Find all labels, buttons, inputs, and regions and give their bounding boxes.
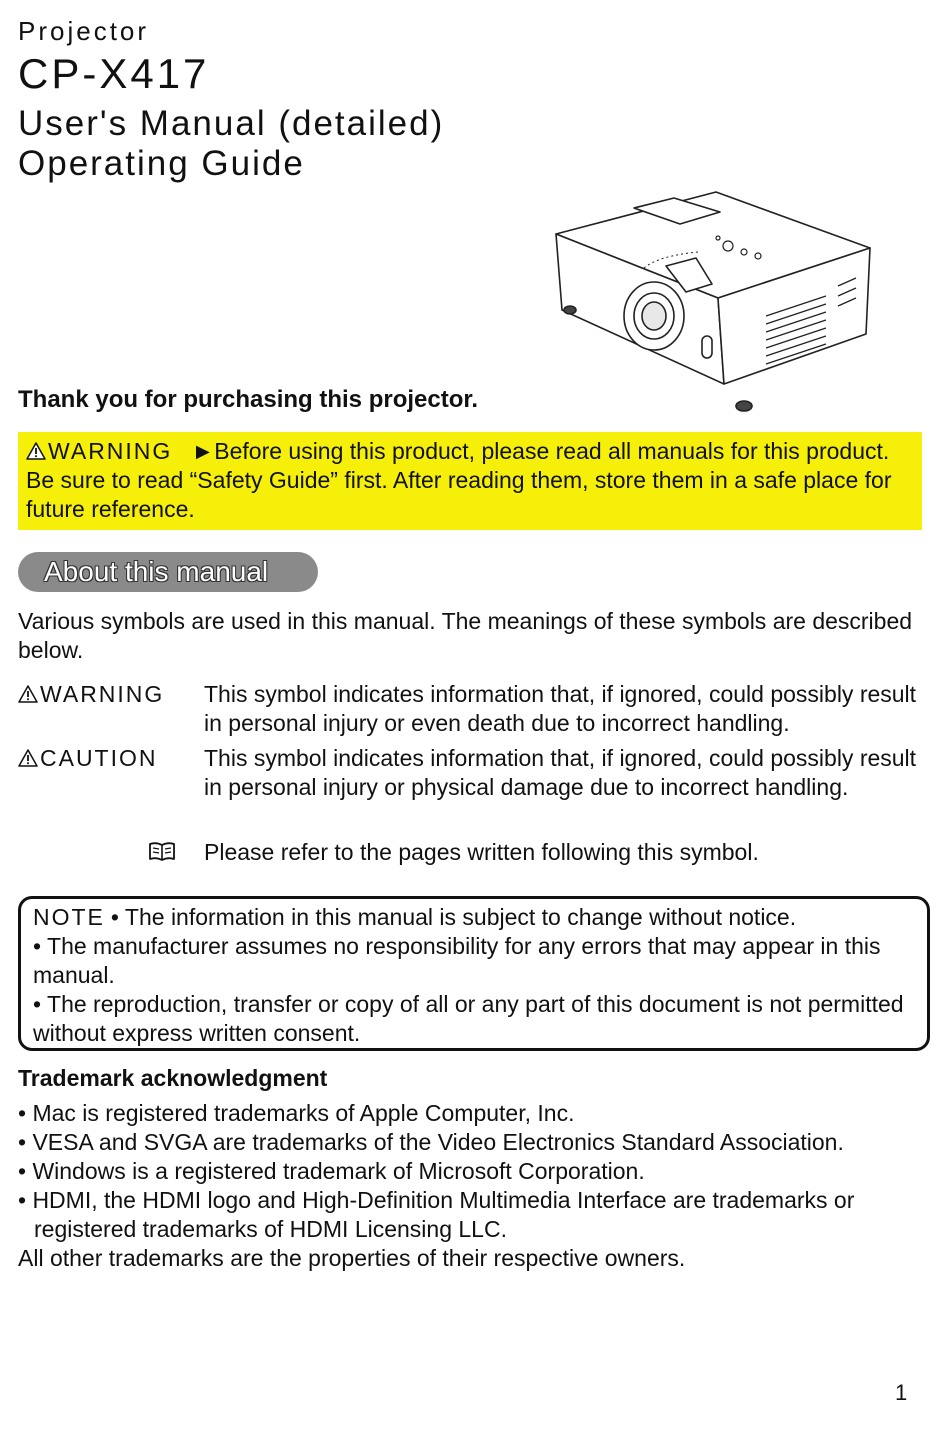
- symbol-label: CAUTION: [18, 744, 158, 773]
- note-label: NOTE: [33, 904, 105, 930]
- section-heading-about: About this manual: [18, 552, 318, 592]
- document-subtitle: Operating Guide: [18, 144, 305, 183]
- arrow-glyph: ►: [191, 438, 215, 464]
- symbol-description: This symbol indicates information that, if ignored, could possibly result in personal injury or even death due to incorrect handling.: [204, 681, 917, 736]
- warning-text: Before using this product, please read all manuals for this product. Be sure to read “Safety Guide” first. After reading them, store them in a safe place for future reference.: [26, 438, 892, 522]
- symbol-label: WARNING: [18, 680, 164, 709]
- trademark-item: • VESA and SVGA are trademarks of the Video Electronics Standard Association.: [18, 1129, 844, 1155]
- note-item: • The manufacturer assumes no responsibility for any errors that may appear in this manual.: [33, 933, 881, 988]
- page-number: 1: [895, 1380, 908, 1405]
- model-number: CP-X417: [18, 50, 210, 97]
- book-reference-icon: [148, 840, 176, 862]
- symbol-row-warning: [18, 680, 930, 740]
- warning-triangle-icon: [18, 685, 38, 703]
- document-title: User's Manual (detailed): [18, 104, 445, 143]
- document-kicker: Projector: [18, 16, 150, 46]
- note-box: [18, 896, 930, 1051]
- symbol-description: This symbol indicates information that, if ignored, could possibly result in personal injury or physical damage due to incorrect handling.: [204, 745, 917, 800]
- symbol-description: Please refer to the pages written following this symbol.: [204, 839, 759, 865]
- projector-illustration: [548, 186, 876, 418]
- about-intro: Various symbols are used in this manual. The meanings of these symbols are described below.: [18, 608, 913, 663]
- warning-label: WARNING: [48, 438, 173, 464]
- thank-you-heading: Thank you for purchasing this projector.: [18, 386, 479, 413]
- trademark-list: [18, 1099, 930, 1244]
- trademark-item: • Windows is a registered trademark of Microsoft Corporation.: [18, 1158, 645, 1184]
- trademark-heading: Trademark acknowledgment: [18, 1065, 328, 1091]
- trademark-item: • Mac is registered trademarks of Apple Computer, Inc.: [18, 1100, 575, 1126]
- warning-triangle-icon: [18, 749, 38, 767]
- trademark-item: • HDMI, the HDMI logo and High-Definition Multimedia Interface are trademarks or registered trademarks of HDMI Licensing LLC.: [18, 1187, 855, 1242]
- symbol-row-reference: [18, 838, 930, 868]
- warning-banner: [18, 432, 922, 530]
- note-item: • The information in this manual is subject to change without notice.: [110, 904, 797, 930]
- trademark-footer: All other trademarks are the properties of their respective owners.: [18, 1245, 686, 1271]
- symbol-row-caution: [18, 744, 930, 834]
- note-item: • The reproduction, transfer or copy of all or any part of this document is not permitted without express written consent.: [33, 991, 904, 1046]
- warning-triangle-icon: [26, 442, 46, 460]
